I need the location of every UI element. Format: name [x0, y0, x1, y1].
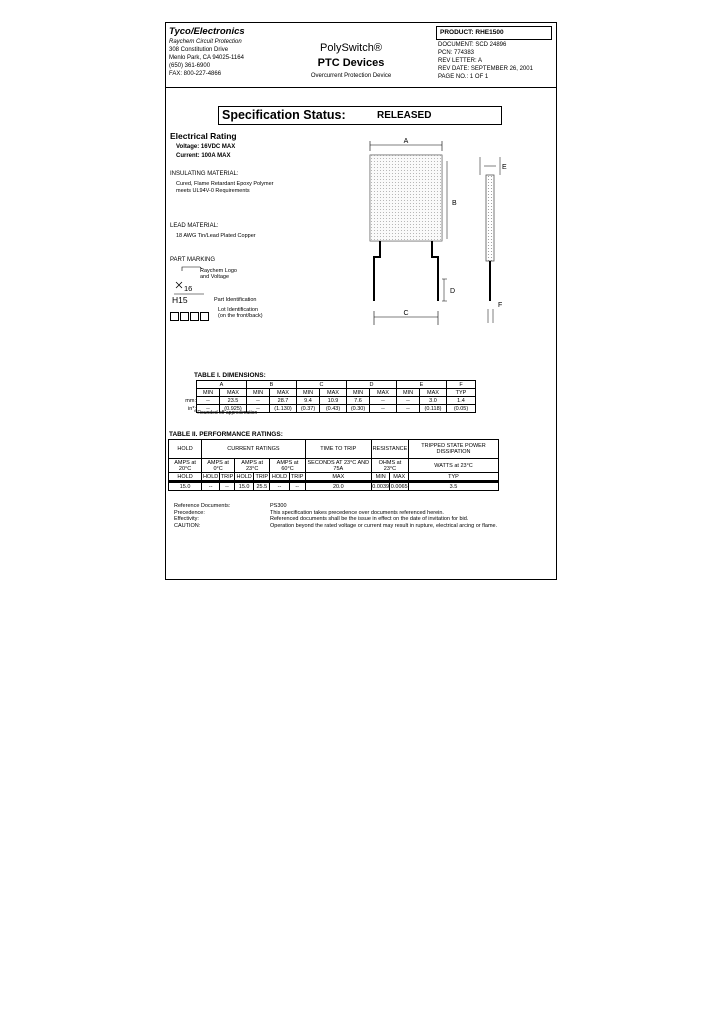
- unit-header: [176, 389, 197, 397]
- product-description: Overcurrent Protection Device: [310, 73, 392, 79]
- perf-header: RESISTANCE: [371, 440, 408, 459]
- status-label: Specification Status:: [222, 108, 346, 122]
- perf-header: CURRENT RATINGS: [202, 440, 306, 459]
- lot-boxes: [170, 308, 210, 326]
- lead-line: 18 AWG Tin/Lead Plated Copper: [176, 233, 256, 239]
- dimension-label-b: B: [452, 200, 457, 207]
- reference-key: Effectivity:: [174, 516, 199, 522]
- reference-key: Precedence:: [174, 509, 205, 516]
- unit-label: in*:: [188, 405, 196, 412]
- lot-label: Lot Identification: [218, 307, 259, 313]
- dim-subheader: MAX: [420, 389, 447, 397]
- dimension-label-d: D: [450, 288, 456, 295]
- perf-subheader: HOLD: [234, 473, 253, 482]
- dim-subheader: MAX: [320, 389, 347, 397]
- dim-group-header: D: [347, 381, 397, 389]
- logo-label: Raychem Logo: [200, 268, 237, 274]
- dim-subheader: MIN: [297, 389, 320, 397]
- perf-subheader: HOLD: [202, 473, 219, 480]
- perf-subheader: WATTS at 23°C: [409, 459, 499, 473]
- perf-subheader: TRIP: [290, 473, 304, 480]
- dim-cell: 3.0: [420, 397, 447, 405]
- dim-cell: 7.6: [347, 397, 370, 405]
- part-id-label: Part Identification: [214, 297, 257, 303]
- dim-group-header: E: [397, 381, 447, 389]
- dim-cell: (1.130): [270, 405, 297, 413]
- dim-cell: --: [197, 405, 220, 413]
- dim-group-header: F: [447, 381, 476, 389]
- dim-cell: (0.118): [420, 405, 447, 413]
- dim-subheader: MIN: [247, 389, 270, 397]
- electrical-current: Current: 100A MAX: [176, 153, 231, 159]
- logo-number: 16: [184, 284, 193, 293]
- dim-subheader: MAX: [220, 389, 247, 397]
- perf-subheader: AMPS at 20°C: [169, 459, 202, 473]
- perf-cell: --: [220, 482, 235, 491]
- dim-cell: 28.7: [270, 397, 297, 405]
- product-label-box: PRODUCT: RHE1500: [436, 26, 552, 40]
- phone-line: (650) 361-6900: [169, 63, 211, 69]
- dim-cell: (0.37): [297, 405, 320, 413]
- reference-block: [174, 503, 497, 529]
- table2-title: TABLE II. PERFORMANCE RATINGS:: [169, 431, 283, 438]
- dim-subheader: MAX: [270, 389, 297, 397]
- perf-cell: --: [289, 482, 305, 491]
- reference-value: Referenced documents shall be the issue in effect on the date of invitation for bid.: [270, 516, 469, 522]
- address-line: 308 Constitution Drive: [169, 47, 229, 53]
- meta-document: DOCUMENT: SCD 24896: [438, 42, 507, 48]
- perf-subheader: MIN: [371, 473, 390, 482]
- dimensions-table: [176, 380, 476, 413]
- dim-cell: --: [247, 397, 270, 405]
- dim-group-header: A: [197, 381, 247, 389]
- perf-subheader: SECONDS AT 23°C AND 75A: [305, 459, 371, 473]
- fax-line: FAX: 800-227-4866: [169, 71, 222, 77]
- perf-cell: --: [202, 482, 220, 491]
- dim-cell: 9.4: [297, 397, 320, 405]
- dim-cell: --: [397, 405, 420, 413]
- meta-page-no: PAGE NO.: 1 OF 1: [438, 74, 489, 80]
- dim-subheader: MIN: [197, 389, 220, 397]
- dim-subheader: MIN: [347, 389, 370, 397]
- perf-header: TRIPPED STATE POWER DISSIPATION: [409, 440, 499, 459]
- dim-cell: (0.43): [320, 405, 347, 413]
- reference-key: Reference Documents:: [174, 503, 231, 509]
- perf-cell: --: [270, 482, 289, 491]
- company-name: Tyco/Electronics: [169, 26, 245, 37]
- dim-cell: 23.5: [220, 397, 247, 405]
- perf-subheader: AMPS at 23°C: [234, 459, 269, 473]
- reference-value: Operation beyond the rated voltage or current may result in rupture, electrical arcing or flame.: [270, 522, 498, 529]
- performance-table: [168, 439, 499, 491]
- status-box: [218, 106, 502, 125]
- perf-subheader: MAX: [305, 473, 371, 482]
- marking-title: PART MARKING: [170, 257, 216, 263]
- meta-pcn: PCN: 774383: [438, 50, 475, 56]
- dimension-drawing: [346, 133, 546, 333]
- part-code: H15: [172, 295, 188, 305]
- dim-cell: --: [397, 397, 420, 405]
- dimension-label-f: F: [498, 302, 503, 309]
- address-line: Menlo Park, CA 94025-1164: [169, 55, 244, 61]
- table-row: [169, 482, 499, 491]
- perf-cell: 20.0: [305, 482, 371, 491]
- dim-cell: --: [370, 405, 397, 413]
- dimension-label-a: A: [403, 138, 409, 145]
- perf-subheader: TRIP: [220, 473, 234, 480]
- perf-cell: 3.5: [409, 482, 499, 491]
- perf-cell: 0.0065: [390, 483, 408, 490]
- table1-note: * Rounded off approximation: [194, 410, 258, 416]
- reference-value: This specification takes precedence over documents referenced herein.: [270, 509, 444, 516]
- reference-line: [174, 523, 497, 530]
- dim-group-header: B: [247, 381, 297, 389]
- status-value: RELEASED: [377, 110, 432, 121]
- perf-subheader: HOLD: [169, 473, 202, 482]
- reference-value: PS300: [270, 503, 287, 509]
- dim-cell: 10.9: [320, 397, 347, 405]
- dim-subheader: MAX: [370, 389, 397, 397]
- perf-header: TIME TO TRIP: [305, 440, 371, 459]
- dim-cell: --: [370, 397, 397, 405]
- perf-subheader: AMPS at 0°C: [202, 459, 235, 473]
- dim-cell: (0.925): [220, 405, 247, 413]
- dim-group-header: C: [297, 381, 347, 389]
- insulating-title: INSULATING MATERIAL:: [170, 171, 239, 177]
- perf-cell: 0.0039: [372, 483, 390, 490]
- meta-rev-date: REV DATE: SEPTEMBER 26, 2001: [438, 66, 533, 72]
- perf-cell: 15.0: [234, 482, 253, 491]
- perf-cell: 15.0: [169, 482, 202, 491]
- product-title: PolySwitch®: [320, 42, 382, 54]
- dim-subheader: TYP: [447, 389, 476, 397]
- perf-header: HOLD: [169, 440, 202, 459]
- unit-label: mm:: [185, 397, 196, 404]
- dim-cell: 1.4: [447, 397, 476, 405]
- electrical-voltage: Voltage: 16VDC MAX: [176, 144, 236, 150]
- insulating-line: Cured, Flame Retardant Epoxy Polymer: [176, 181, 274, 187]
- perf-subheader: AMPS at 60°C: [270, 459, 305, 473]
- dim-cell: (0.30): [347, 405, 370, 413]
- dim-subheader: MIN: [397, 389, 420, 397]
- product-subtitle: PTC Devices: [317, 57, 385, 69]
- dim-cell: (0.05): [447, 405, 476, 413]
- dim-cell: --: [197, 397, 220, 405]
- perf-cell: 25.5: [254, 482, 270, 491]
- lot-label: (on the front/back): [218, 313, 263, 319]
- insulating-line: meets UL94V-0 Requirements: [176, 188, 250, 194]
- perf-subheader: HOLD: [270, 473, 289, 482]
- logo-label: and Voltage: [200, 274, 230, 280]
- perf-subheader: MAX: [390, 473, 409, 482]
- perf-subheader: TRIP: [255, 473, 269, 480]
- electrical-title: Electrical Rating: [170, 131, 237, 141]
- meta-rev-letter: REV LETTER: A: [438, 58, 483, 64]
- dimension-label-e: E: [502, 164, 507, 171]
- division-name: Raychem Circuit Protection: [169, 39, 242, 45]
- table-row: [176, 397, 476, 405]
- dimension-label-c: C: [403, 310, 409, 317]
- perf-subheader: TYP: [409, 473, 499, 482]
- unit-header: [176, 381, 197, 389]
- header-divider: [166, 87, 556, 88]
- table1-title: TABLE I. DIMENSIONS:: [194, 372, 266, 379]
- lead-title: LEAD MATERIAL:: [170, 223, 219, 229]
- perf-subheader: OHMS at 23°C: [371, 459, 408, 473]
- dim-cell: --: [247, 405, 270, 413]
- spec-sheet: [165, 22, 557, 580]
- reference-key: CAUTION:: [174, 522, 201, 529]
